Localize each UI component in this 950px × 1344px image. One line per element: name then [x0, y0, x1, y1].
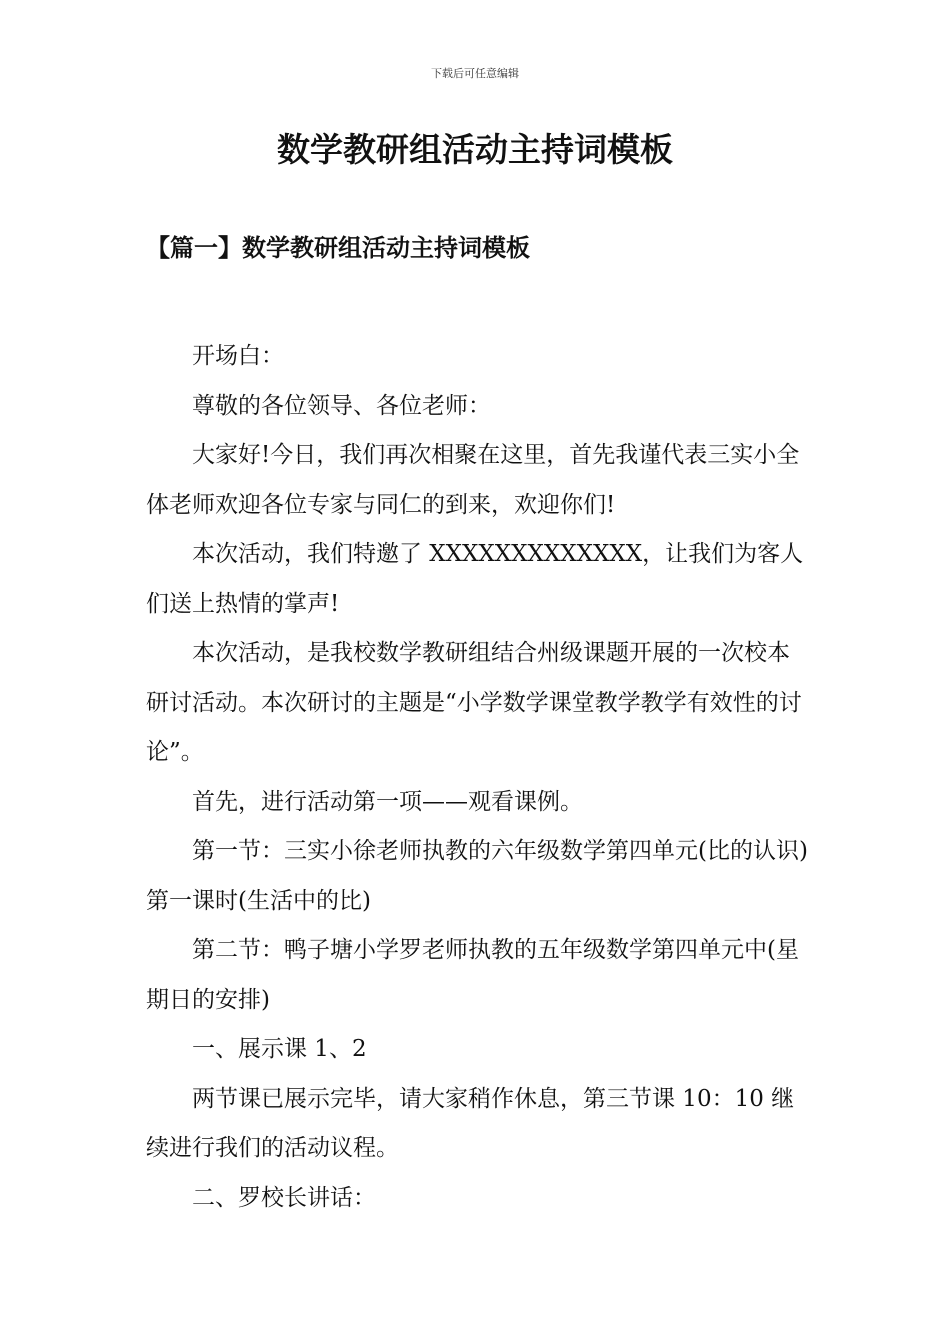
- document-body: [146, 332, 810, 1223]
- header-note: 下载后可任意编辑: [431, 67, 519, 80]
- paragraph-salutation: 尊敬的各位领导、各位老师：: [192, 392, 491, 419]
- paragraph-opening: 开场白：: [192, 343, 284, 369]
- paragraph-principal-speech: 二、罗校长讲话：: [192, 1184, 376, 1211]
- paragraph-break: 两节课已展示完毕，请大家稍作休息，第三节课 10：10 继续进行我们的活动议程。: [146, 1085, 795, 1161]
- paragraph-lesson-2: 第二节：鸭子塘小学罗老师执教的五年级数学第四单元中(星期日的安排): [146, 937, 799, 1013]
- paragraph-first-item: 首先，进行活动第一项——观看课例。: [192, 788, 583, 815]
- paragraph-welcome: 大家好!今日，我们再次相聚在这里，首先我谨代表三实小全体老师欢迎各位专家与同仁的到来，欢迎你们!: [146, 442, 800, 518]
- paragraph-theme: 本次活动，是我校数学教研组结合州级课题开展的一次校本研讨活动。本次研讨的主题是“小学数学课堂教学教学有效性的讨论”。: [146, 640, 802, 765]
- document-title: 数学教研组活动主持词模板: [277, 130, 673, 169]
- paragraph-lesson-1: 第一节：三实小徐老师执教的六年级数学第四单元(比的认识)第一课时(生活中的比): [146, 838, 808, 914]
- paragraph-demo-lessons: 一、展示课 1、2: [192, 1036, 367, 1062]
- paragraph-guests: 本次活动，我们特邀了 XXXXXXXXXXXXX，让我们为客人们送上热情的掌声!: [146, 541, 804, 617]
- section-heading: 【篇一】数学教研组活动主持词模板: [146, 233, 530, 262]
